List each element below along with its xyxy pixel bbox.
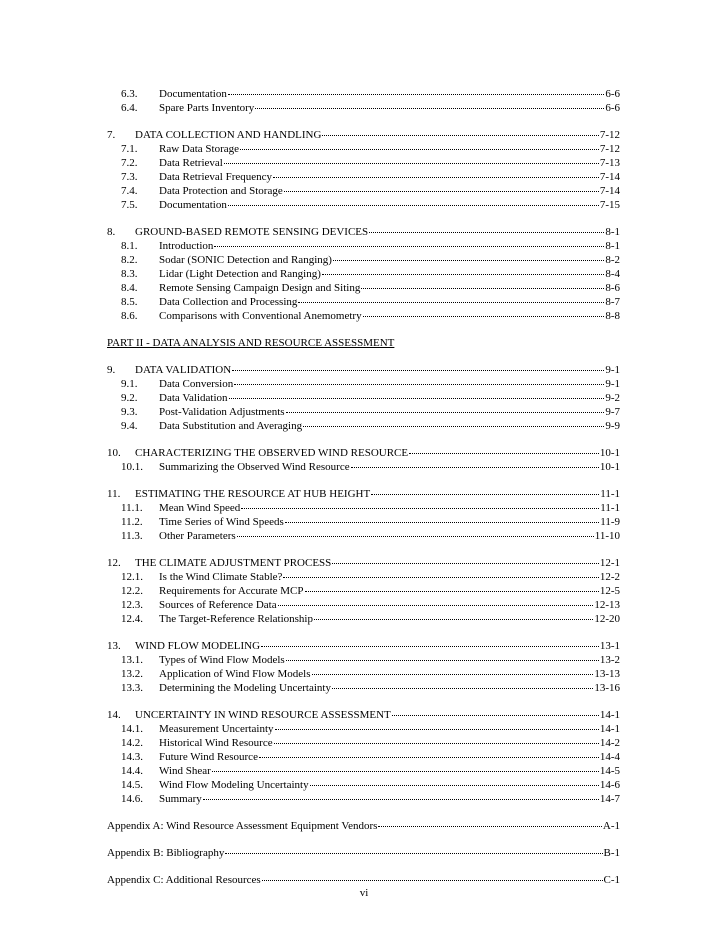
dot-leader (273, 168, 599, 178)
section-number: 10. (107, 447, 121, 459)
dot-leader (332, 679, 593, 689)
section-title: CHARACTERIZING THE OBSERVED WIND RESOURCE (135, 447, 409, 459)
section-number: 12.2. (121, 585, 143, 597)
page-reference: 6-6 (605, 88, 620, 100)
toc-entry-sub[interactable] (107, 309, 620, 323)
section-title: DATA VALIDATION (135, 364, 232, 376)
section-number: 9.4. (121, 420, 138, 432)
dot-leader (322, 265, 604, 275)
page-reference: C-1 (603, 874, 620, 886)
section-title: Types of Wind Flow Models (159, 654, 285, 666)
section-title: Remote Sensing Campaign Design and Siting (159, 282, 361, 294)
dot-leader (255, 99, 604, 109)
dot-leader (286, 403, 605, 413)
section-number: 7.4. (121, 185, 138, 197)
dot-leader (203, 790, 599, 800)
section-title: Wind Flow Modeling Uncertainty (159, 779, 309, 791)
section-number: 14.2. (121, 737, 143, 749)
section-title: Raw Data Storage (159, 143, 240, 155)
section-number: 12.3. (121, 599, 143, 611)
toc-entry-sub[interactable] (107, 681, 620, 695)
section-title: Other Parameters (159, 530, 236, 542)
section-title: Future Wind Resource (159, 751, 258, 763)
dot-leader (322, 126, 598, 136)
section-number: 12.4. (121, 613, 143, 625)
page-reference: 13-16 (594, 682, 620, 694)
dot-leader (285, 513, 599, 523)
page-reference: 14-5 (599, 765, 620, 777)
dot-leader (214, 237, 604, 247)
page-reference: 13-2 (599, 654, 620, 666)
dot-leader (241, 499, 599, 509)
page-reference: 7-12 (599, 143, 620, 155)
page-reference: B-1 (603, 847, 620, 859)
page-reference: 12-5 (599, 585, 620, 597)
dot-leader (228, 196, 599, 206)
dot-leader (225, 844, 602, 854)
dot-leader (274, 734, 599, 744)
page-reference: A-1 (602, 820, 620, 832)
dot-leader (234, 375, 604, 385)
page-reference: 14-1 (599, 709, 620, 721)
spacer (107, 323, 620, 336)
section-title: Comparisons with Conventional Anemometry (159, 310, 362, 322)
section-title: Sources of Reference Data (159, 599, 277, 611)
section-number: 14.1. (121, 723, 143, 735)
dot-leader (378, 817, 601, 827)
section-number: 13.3. (121, 682, 143, 694)
page-reference: 13-1 (599, 640, 620, 652)
section-number: 9.1. (121, 378, 138, 390)
section-title: Post-Validation Adjustments (159, 406, 285, 418)
section-number: 7. (107, 129, 116, 141)
page-reference: 11-10 (594, 530, 620, 542)
dot-leader (261, 637, 599, 647)
page-reference: 9-1 (605, 378, 620, 390)
section-title: Appendix C: Additional Resources (107, 874, 261, 886)
dot-leader (392, 706, 599, 716)
page-reference: 7-14 (599, 171, 620, 183)
dot-leader (310, 776, 599, 786)
dot-leader (284, 182, 599, 192)
page-reference: 11-1 (600, 488, 620, 500)
page-reference: 7-15 (599, 199, 620, 211)
section-title: Data Validation (159, 392, 228, 404)
section-number: 10.1. (121, 461, 143, 473)
section-title: The Target-Reference Relationship (159, 613, 313, 625)
dot-leader (286, 651, 599, 661)
section-title: Data Substitution and Averaging (159, 420, 303, 432)
dot-leader (351, 458, 599, 468)
page-reference: 8-8 (605, 310, 620, 322)
page-reference: 8-4 (605, 268, 620, 280)
toc-entry-sub[interactable] (107, 460, 620, 474)
section-number: 9.2. (121, 392, 138, 404)
section-title: Determining the Modeling Uncertainty (159, 682, 331, 694)
section-title: Lidar (Light Detection and Ranging) (159, 268, 321, 280)
part-heading: PART II - DATA ANALYSIS AND RESOURCE ASSESSMENT (107, 337, 395, 349)
table-of-contents (107, 87, 620, 887)
dot-leader (332, 554, 599, 564)
section-number: 8.4. (121, 282, 138, 294)
section-number: 12. (107, 557, 121, 569)
section-number: 9. (107, 364, 116, 376)
page-reference: 9-2 (605, 392, 620, 404)
toc-entry-appendix[interactable] (107, 819, 620, 833)
section-number: 8.5. (121, 296, 138, 308)
dot-leader (333, 251, 604, 261)
dot-leader (312, 665, 594, 675)
dot-leader (361, 279, 604, 289)
section-number: 14.5. (121, 779, 143, 791)
section-title: Requirements for Accurate MCP (159, 585, 304, 597)
dot-leader (240, 140, 599, 150)
section-title: UNCERTAINTY IN WIND RESOURCE ASSESSMENT (135, 709, 391, 721)
page-reference: 9-1 (605, 364, 620, 376)
section-title: Data Conversion (159, 378, 234, 390)
section-number: 8.3. (121, 268, 138, 280)
dot-leader (229, 389, 605, 399)
page-reference: 13-13 (594, 668, 620, 680)
page-reference: 11-1 (600, 502, 620, 514)
section-title: GROUND-BASED REMOTE SENSING DEVICES (135, 226, 369, 238)
page-number: vi (359, 887, 369, 899)
page-reference: 8-7 (605, 296, 620, 308)
toc-entry-sub[interactable] (107, 198, 620, 212)
section-number: 13. (107, 640, 121, 652)
page-reference: 11-9 (600, 516, 620, 528)
page-reference: 10-1 (599, 447, 620, 459)
section-title: Introduction (159, 240, 214, 252)
dot-leader (212, 762, 599, 772)
section-title: Historical Wind Resource (159, 737, 273, 749)
dot-leader (363, 307, 605, 317)
page-reference: 9-9 (605, 420, 620, 432)
section-number: 11.2. (121, 516, 143, 528)
section-title: Appendix A: Wind Resource Assessment Equipment Vendors (107, 820, 378, 832)
dot-leader (305, 582, 599, 592)
section-number: 6.4. (121, 102, 138, 114)
section-number: 6.3. (121, 88, 138, 100)
section-title: Sodar (SONIC Detection and Ranging) (159, 254, 332, 266)
dot-leader (275, 720, 599, 730)
section-title: THE CLIMATE ADJUSTMENT PROCESS (135, 557, 332, 569)
toc-entry-sub[interactable] (107, 419, 620, 433)
page-reference: 6-6 (605, 102, 620, 114)
section-title: Documentation (159, 88, 227, 100)
dot-leader (371, 485, 599, 495)
page-reference: 12-1 (599, 557, 620, 569)
page-reference: 14-4 (599, 751, 620, 763)
page-reference: 12-13 (594, 599, 620, 611)
page-reference: 8-1 (605, 226, 620, 238)
dot-leader (314, 610, 593, 620)
toc-entry-sub[interactable] (107, 792, 620, 806)
dot-leader (303, 417, 604, 427)
section-title: Data Collection and Processing (159, 296, 298, 308)
section-number: 14.3. (121, 751, 143, 763)
section-title: DATA COLLECTION AND HANDLING (135, 129, 322, 141)
page-reference: 14-6 (599, 779, 620, 791)
section-number: 8. (107, 226, 116, 238)
section-number: 11.3. (121, 530, 143, 542)
dot-leader (232, 361, 604, 371)
section-number: 8.1. (121, 240, 138, 252)
section-number: 11. (107, 488, 121, 500)
dot-leader (409, 444, 599, 454)
section-title: ESTIMATING THE RESOURCE AT HUB HEIGHT (135, 488, 371, 500)
section-number: 13.2. (121, 668, 143, 680)
page-reference: 8-6 (605, 282, 620, 294)
section-title: WIND FLOW MODELING (135, 640, 261, 652)
section-title: Spare Parts Inventory (159, 102, 255, 114)
section-title: Documentation (159, 199, 227, 211)
page-reference: 12-20 (594, 613, 620, 625)
page-reference: 14-2 (599, 737, 620, 749)
section-number: 8.6. (121, 310, 138, 322)
section-title: Summarizing the Observed Wind Resource (159, 461, 350, 473)
toc-entry-appendix[interactable] (107, 846, 620, 860)
section-title: Summary (159, 793, 202, 805)
section-title: Time Series of Wind Speeds (159, 516, 284, 528)
dot-leader (298, 293, 604, 303)
page-reference: 7-14 (599, 185, 620, 197)
page-reference: 14-1 (599, 723, 620, 735)
section-number: 13.1. (121, 654, 143, 666)
section-number: 7.1. (121, 143, 138, 155)
page-reference: 8-2 (605, 254, 620, 266)
section-number: 7.5. (121, 199, 138, 211)
dot-leader (237, 527, 594, 537)
dot-leader (224, 154, 599, 164)
section-title: Measurement Uncertainty (159, 723, 274, 735)
toc-entry-appendix[interactable] (107, 873, 620, 887)
toc-entry-sub[interactable] (107, 101, 620, 115)
section-number: 14. (107, 709, 121, 721)
dot-leader (283, 568, 598, 578)
section-number: 14.4. (121, 765, 143, 777)
section-title: Data Retrieval Frequency (159, 171, 273, 183)
dot-leader (228, 85, 605, 95)
section-number: 12.1. (121, 571, 143, 583)
dot-leader (369, 223, 604, 233)
section-title: Mean Wind Speed (159, 502, 241, 514)
section-number: 11.1. (121, 502, 143, 514)
section-title: Wind Shear (159, 765, 211, 777)
section-number: 9.3. (121, 406, 138, 418)
section-number: 8.2. (121, 254, 138, 266)
section-number: 14.6. (121, 793, 143, 805)
page-reference: 12-2 (599, 571, 620, 583)
section-title: Is the Wind Climate Stable? (159, 571, 283, 583)
dot-leader (278, 596, 594, 606)
page-reference: 10-1 (599, 461, 620, 473)
page-reference: 14-7 (599, 793, 620, 805)
section-title: Appendix B: Bibliography (107, 847, 225, 859)
page-reference: 7-13 (599, 157, 620, 169)
dot-leader (262, 871, 603, 881)
section-title: Application of Wind Flow Models (159, 668, 311, 680)
section-number: 7.2. (121, 157, 138, 169)
section-number: 7.3. (121, 171, 138, 183)
toc-entry-sub[interactable] (107, 612, 620, 626)
page-reference: 7-12 (599, 129, 620, 141)
dot-leader (259, 748, 599, 758)
page-reference: 8-1 (605, 240, 620, 252)
page-reference: 9-7 (605, 406, 620, 418)
section-title: Data Retrieval (159, 157, 223, 169)
toc-entry-sub[interactable] (107, 529, 620, 543)
section-title: Data Protection and Storage (159, 185, 283, 197)
